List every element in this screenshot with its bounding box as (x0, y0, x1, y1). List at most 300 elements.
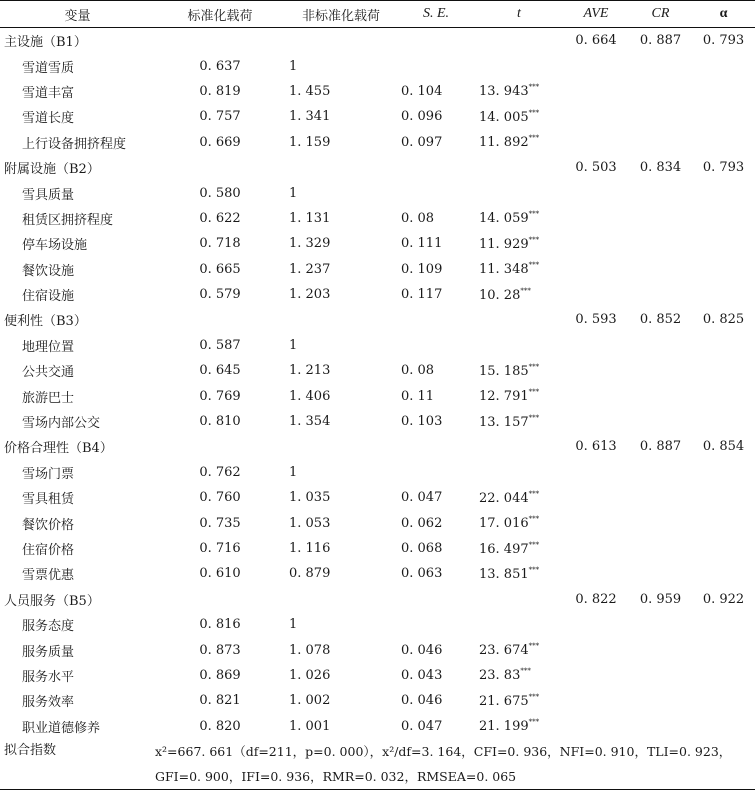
se-value (397, 460, 475, 485)
table-body (0, 28, 755, 739)
significance-mark: *** (528, 362, 540, 371)
t-value (475, 688, 563, 713)
empty-cell (475, 307, 563, 332)
t-value (475, 206, 563, 231)
ave-value: 0. 613 (575, 439, 617, 455)
table-row (0, 282, 755, 307)
table-row (0, 409, 755, 434)
table-row (0, 460, 755, 485)
cr-value: 0. 887 (639, 439, 682, 455)
item-name: 雪具质量 (22, 187, 75, 203)
se-value: 0. 111 (401, 236, 443, 252)
empty-cell (692, 714, 755, 739)
unstd-loading: 1. 203 (289, 287, 331, 303)
item-name: 雪具租赁 (22, 492, 75, 508)
empty-cell (629, 561, 692, 586)
t-value (475, 561, 563, 586)
empty-cell (563, 688, 629, 713)
group-row (0, 28, 755, 54)
item-name: 服务态度 (22, 619, 75, 635)
se-value (397, 333, 475, 358)
fit-index-row (0, 739, 755, 790)
unstd-loading: 1. 455 (289, 83, 331, 99)
group-name: 人员服务（B5） (4, 593, 100, 609)
table-row (0, 714, 755, 739)
empty-cell (692, 79, 755, 104)
alpha-value: 0. 825 (702, 312, 745, 328)
t-value (475, 383, 563, 408)
t-value (475, 104, 563, 129)
empty-cell (563, 561, 629, 586)
empty-cell (397, 434, 475, 459)
empty-cell (629, 714, 692, 739)
empty-cell (629, 104, 692, 129)
table-row (0, 561, 755, 586)
t-number: 11. 892 (479, 135, 529, 151)
se-value: 0. 08 (401, 210, 435, 226)
empty-cell (563, 53, 629, 78)
empty-cell (629, 53, 692, 78)
t-number: 17. 016 (479, 516, 529, 532)
item-name: 服务效率 (22, 695, 75, 711)
se-value: 0. 046 (401, 642, 443, 658)
empty-cell (692, 561, 755, 586)
std-loading: 0. 645 (199, 363, 241, 379)
std-loading: 0. 716 (199, 541, 241, 556)
empty-cell (629, 130, 692, 155)
group-row (0, 434, 755, 459)
header-se: S. E. (397, 1, 475, 28)
empty-cell (397, 28, 475, 54)
empty-cell (692, 485, 755, 510)
empty-cell (692, 180, 755, 205)
empty-cell (692, 257, 755, 282)
empty-cell (692, 409, 755, 434)
empty-cell (692, 282, 755, 307)
group-name: 附属设施（B2） (4, 162, 100, 178)
t-number: 23. 83 (479, 668, 521, 684)
cr-value: 0. 834 (639, 160, 682, 176)
empty-cell (629, 510, 692, 535)
significance-mark: *** (528, 515, 540, 524)
unstd-loading: 1 (289, 617, 298, 633)
t-value (475, 130, 563, 155)
t-number: 11. 929 (479, 236, 529, 252)
empty-cell (629, 206, 692, 231)
item-name: 雪道丰富 (22, 85, 75, 101)
empty-cell (563, 231, 629, 256)
header-unstd-loading: 非标准化载荷 (285, 1, 397, 28)
table-row (0, 79, 755, 104)
group-name: 便利性（B3） (4, 314, 87, 330)
unstd-loading: 1 (289, 185, 298, 201)
item-name: 公共交通 (22, 365, 75, 381)
t-number: 10. 28 (479, 287, 521, 303)
se-value: 0. 103 (401, 414, 443, 430)
t-number: 11. 348 (479, 262, 529, 278)
se-value: 0. 047 (401, 490, 443, 506)
std-loading: 0. 637 (199, 58, 241, 74)
empty-cell (629, 358, 692, 383)
item-name: 职业道德修养 (22, 720, 101, 736)
empty-cell (563, 460, 629, 485)
unstd-loading: 1. 406 (289, 388, 331, 404)
std-loading: 0. 669 (199, 134, 241, 150)
empty-cell (563, 663, 629, 688)
t-value (475, 714, 563, 739)
alpha-value: 0. 854 (702, 439, 745, 455)
empty-cell (563, 637, 629, 662)
ave-value: 0. 593 (575, 312, 617, 328)
item-name: 雪场门票 (22, 466, 75, 482)
t-value (475, 257, 563, 282)
empty-cell (155, 587, 285, 612)
empty-cell (155, 434, 285, 459)
significance-mark: *** (528, 83, 540, 92)
t-number: 14. 059 (479, 211, 529, 227)
empty-cell (629, 409, 692, 434)
table-row (0, 180, 755, 205)
empty-cell (692, 104, 755, 129)
item-name: 雪道长度 (22, 111, 75, 127)
empty-cell (629, 663, 692, 688)
empty-cell (563, 180, 629, 205)
unstd-loading: 1. 341 (289, 109, 331, 125)
std-loading: 0. 819 (199, 83, 241, 99)
fit-index-text: x²=667. 661（df=211，p=0. 000），x²/df=3. 164，CFI=0. 936，NFI=0. 910，TLI=0. 923，GFI=0. 900，IFI=0. 936，RMR=0. 032，RMSEA=0. 065 (155, 739, 755, 790)
std-loading: 0. 816 (199, 617, 241, 633)
empty-cell (629, 79, 692, 104)
unstd-loading: 1. 001 (289, 718, 331, 734)
header-t: t (475, 1, 563, 28)
item-name: 旅游巴士 (22, 390, 75, 406)
header-row (0, 1, 755, 28)
empty-cell (692, 358, 755, 383)
unstd-loading: 1 (289, 464, 298, 480)
item-name: 餐饮价格 (22, 517, 75, 533)
empty-cell (397, 155, 475, 180)
empty-cell (692, 536, 755, 561)
empty-cell (629, 257, 692, 282)
empty-cell (285, 28, 397, 54)
significance-mark: *** (528, 388, 540, 397)
t-value (475, 409, 563, 434)
cr-value: 0. 959 (639, 591, 682, 607)
t-value (475, 231, 563, 256)
unstd-loading: 1. 035 (289, 490, 331, 506)
std-loading: 0. 665 (199, 261, 241, 277)
empty-cell (285, 587, 397, 612)
unstd-loading: 1. 213 (289, 363, 331, 379)
empty-cell (563, 510, 629, 535)
empty-cell (629, 536, 692, 561)
alpha-value: 0. 793 (702, 33, 745, 49)
table-row (0, 536, 755, 561)
header-ave: AVE (563, 1, 629, 28)
empty-cell (563, 257, 629, 282)
std-loading: 0. 735 (199, 515, 241, 531)
fit-index-label: 拟合指数 (0, 739, 155, 790)
se-value: 0. 047 (401, 718, 443, 734)
std-loading: 0. 587 (199, 337, 241, 353)
table-row (0, 53, 755, 78)
t-value (475, 637, 563, 662)
unstd-loading: 1 (289, 58, 298, 74)
item-name: 租赁区拥挤程度 (22, 212, 114, 228)
empty-cell (692, 206, 755, 231)
table-row (0, 510, 755, 535)
empty-cell (692, 663, 755, 688)
empty-cell (692, 637, 755, 662)
se-value: 0. 104 (401, 83, 443, 99)
significance-mark: *** (528, 692, 540, 701)
t-number: 13. 943 (479, 84, 529, 100)
empty-cell (285, 434, 397, 459)
se-value: 0. 062 (401, 515, 443, 531)
std-loading: 0. 820 (199, 718, 241, 734)
significance-mark: *** (528, 210, 540, 219)
t-number: 21. 675 (479, 693, 529, 709)
std-loading: 0. 821 (199, 693, 241, 709)
empty-cell (692, 460, 755, 485)
empty-cell (692, 510, 755, 535)
t-value (475, 282, 563, 307)
se-value (397, 180, 475, 205)
t-number: 22. 044 (479, 490, 529, 506)
empty-cell (692, 612, 755, 637)
empty-cell (563, 79, 629, 104)
empty-cell (629, 637, 692, 662)
table-row (0, 688, 755, 713)
unstd-loading: 1 (289, 337, 298, 353)
empty-cell (563, 358, 629, 383)
ave-value: 0. 664 (575, 33, 617, 49)
table-row (0, 637, 755, 662)
empty-cell (155, 155, 285, 180)
significance-mark: *** (528, 565, 540, 574)
t-value (475, 510, 563, 535)
group-name: 价格合理性（B4） (4, 441, 113, 457)
se-value: 0. 11 (401, 388, 435, 404)
cr-value: 0. 887 (639, 33, 682, 49)
empty-cell (692, 688, 755, 713)
header-alpha: α (692, 1, 755, 28)
std-loading: 0. 762 (199, 464, 241, 480)
item-name: 地理位置 (22, 339, 75, 355)
table-row (0, 206, 755, 231)
group-row (0, 155, 755, 180)
unstd-loading: 1. 002 (289, 693, 331, 709)
empty-cell (155, 307, 285, 332)
ave-value: 0. 503 (575, 160, 617, 176)
table-row (0, 333, 755, 358)
empty-cell (285, 307, 397, 332)
significance-mark: *** (528, 489, 540, 498)
significance-mark: *** (528, 235, 540, 244)
t-number: 12. 791 (479, 389, 529, 405)
table-row (0, 130, 755, 155)
se-value: 0. 043 (401, 667, 443, 683)
t-number: 21. 199 (479, 719, 529, 735)
t-number: 13. 851 (479, 566, 529, 582)
t-value (475, 536, 563, 561)
header-variable: 变量 (0, 1, 155, 28)
item-name: 餐饮设施 (22, 263, 75, 279)
unstd-loading: 1. 237 (289, 261, 331, 277)
table-row (0, 358, 755, 383)
item-name: 住宿设施 (22, 289, 75, 305)
significance-mark: *** (520, 667, 531, 676)
empty-cell (563, 333, 629, 358)
group-row (0, 307, 755, 332)
unstd-loading: 1. 329 (289, 236, 331, 252)
empty-cell (692, 333, 755, 358)
table-row (0, 612, 755, 637)
significance-mark: *** (520, 286, 531, 295)
table-row (0, 231, 755, 256)
empty-cell (692, 53, 755, 78)
t-value (475, 180, 563, 205)
std-loading: 0. 622 (199, 210, 241, 226)
t-value (475, 460, 563, 485)
std-loading: 0. 610 (199, 566, 241, 582)
unstd-loading: 1. 078 (289, 642, 331, 658)
table-row (0, 663, 755, 688)
t-value (475, 485, 563, 510)
se-value: 0. 068 (401, 541, 443, 556)
empty-cell (692, 130, 755, 155)
empty-cell (692, 383, 755, 408)
t-value (475, 79, 563, 104)
empty-cell (285, 155, 397, 180)
empty-cell (475, 28, 563, 54)
item-name: 服务水平 (22, 669, 75, 685)
cr-value: 0. 852 (639, 312, 682, 328)
empty-cell (397, 587, 475, 612)
item-name: 服务质量 (22, 644, 75, 660)
t-value (475, 663, 563, 688)
se-value: 0. 08 (401, 363, 435, 379)
item-name: 停车场设施 (22, 238, 88, 254)
empty-cell (629, 282, 692, 307)
se-value: 0. 117 (401, 287, 443, 303)
table-row (0, 485, 755, 510)
table-row (0, 257, 755, 282)
item-name: 雪场内部公交 (22, 416, 101, 432)
empty-cell (563, 409, 629, 434)
t-value (475, 358, 563, 383)
significance-mark: *** (528, 540, 540, 549)
std-loading: 0. 769 (199, 388, 241, 404)
table-row (0, 104, 755, 129)
empty-cell (629, 383, 692, 408)
empty-cell (563, 612, 629, 637)
se-value: 0. 109 (401, 261, 443, 277)
t-number: 14. 005 (479, 109, 529, 125)
empty-cell (692, 231, 755, 256)
ave-value: 0. 822 (575, 591, 617, 607)
header-cr: CR (629, 1, 692, 28)
empty-cell (563, 130, 629, 155)
se-value (397, 612, 475, 637)
empty-cell (563, 714, 629, 739)
unstd-loading: 1. 116 (289, 541, 331, 556)
empty-cell (563, 206, 629, 231)
std-loading: 0. 869 (199, 667, 241, 683)
significance-mark: *** (528, 718, 540, 727)
empty-cell (629, 688, 692, 713)
significance-mark: *** (528, 413, 540, 422)
unstd-loading: 1. 053 (289, 515, 331, 531)
alpha-value: 0. 922 (702, 591, 745, 607)
t-value (475, 333, 563, 358)
empty-cell (629, 485, 692, 510)
std-loading: 0. 757 (199, 109, 241, 125)
std-loading: 0. 580 (199, 185, 241, 201)
item-name: 雪票优惠 (22, 568, 75, 584)
significance-mark: *** (528, 261, 540, 270)
se-value (397, 53, 475, 78)
unstd-loading: 0. 879 (289, 566, 331, 582)
empty-cell (629, 231, 692, 256)
se-value: 0. 063 (401, 566, 443, 582)
empty-cell (563, 383, 629, 408)
unstd-loading: 1. 159 (289, 134, 331, 150)
significance-mark: *** (528, 108, 540, 117)
empty-cell (563, 282, 629, 307)
alpha-value: 0. 793 (702, 160, 745, 176)
std-loading: 0. 810 (199, 414, 241, 430)
header-std-loading: 标准化载荷 (155, 1, 285, 28)
std-loading: 0. 760 (199, 490, 241, 506)
empty-cell (397, 307, 475, 332)
unstd-loading: 1. 131 (289, 210, 331, 226)
unstd-loading: 1. 354 (289, 414, 331, 430)
item-name: 雪道雪质 (22, 60, 75, 76)
empty-cell (629, 333, 692, 358)
empty-cell (475, 155, 563, 180)
empty-cell (475, 434, 563, 459)
se-value: 0. 096 (401, 109, 443, 125)
table-row (0, 383, 755, 408)
empty-cell (475, 587, 563, 612)
std-loading: 0. 718 (199, 236, 241, 252)
t-value (475, 53, 563, 78)
t-number: 16. 497 (479, 541, 529, 557)
group-name: 主设施（B1） (4, 35, 87, 51)
empty-cell (629, 180, 692, 205)
t-number: 23. 674 (479, 643, 529, 659)
empty-cell (563, 104, 629, 129)
significance-mark: *** (528, 642, 540, 651)
empty-cell (629, 612, 692, 637)
empty-cell (563, 536, 629, 561)
t-number: 15. 185 (479, 363, 529, 379)
se-value: 0. 046 (401, 693, 443, 709)
empty-cell (155, 28, 285, 54)
se-value: 0. 097 (401, 134, 443, 150)
unstd-loading: 1. 026 (289, 667, 331, 683)
t-value (475, 612, 563, 637)
empty-cell (563, 485, 629, 510)
std-loading: 0. 873 (199, 642, 241, 658)
significance-mark: *** (528, 134, 540, 143)
group-row (0, 587, 755, 612)
item-name: 住宿价格 (22, 543, 75, 558)
empty-cell (629, 460, 692, 485)
std-loading: 0. 579 (199, 287, 241, 303)
t-number: 13. 157 (479, 414, 529, 430)
